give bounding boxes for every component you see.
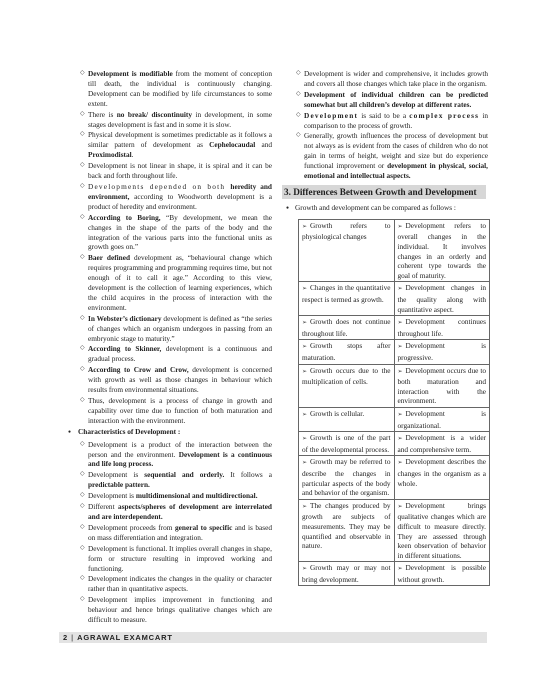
development-cell bbox=[394, 499, 490, 562]
growth-cell bbox=[299, 282, 395, 316]
cell-text: Development describes the changes in the organism as a whole. bbox=[397, 457, 486, 488]
list-item: ◇ Baer defined development as, “behavioural change which requires programming and programming requires time, but not enough of it to call it age.” According to this view, development is the collection of learning experiences, which the child acquires in the process of interaction with the environment. bbox=[80, 253, 272, 312]
arrow-icon: ➢ bbox=[302, 436, 308, 443]
arrow-icon: ➢ bbox=[302, 223, 308, 230]
cell-text: Growth does not continue throughout life. bbox=[302, 317, 391, 338]
growth-cell bbox=[299, 364, 395, 407]
development-cell bbox=[394, 219, 490, 282]
cell-text: Growth stops after maturation. bbox=[302, 341, 391, 362]
cell-text: Development continues throughout life. bbox=[397, 317, 486, 338]
left-bullet-list bbox=[80, 69, 272, 426]
cell-text: Growth is one of the part of the developmental process. bbox=[302, 433, 391, 454]
cell-text: Development is progressive. bbox=[397, 341, 486, 362]
cell-text: Growth refers to physiological changes bbox=[302, 220, 391, 242]
right-bullet-list bbox=[296, 69, 488, 181]
arrow-icon: ➢ bbox=[397, 460, 403, 467]
characteristics-list bbox=[80, 440, 272, 625]
growth-cell bbox=[299, 219, 395, 282]
cell-text: Development is possible without growth. bbox=[397, 563, 486, 584]
development-cell bbox=[394, 364, 490, 407]
arrow-icon: ➢ bbox=[397, 286, 403, 293]
cell-text: Development refers to overall changes in the individual. It involves changes in an orderly and coherent type towards the goal of maturity. bbox=[397, 220, 486, 280]
list-item: ◇ Thus, development is a process of change in growth and capability over time due to function of both maturation and interaction with the environment. bbox=[80, 396, 272, 426]
development-cell bbox=[394, 340, 490, 364]
list-item: ◇ Development indicates the changes in the quality or character rather than in quantitative aspects. bbox=[80, 574, 272, 594]
table-row bbox=[299, 456, 490, 499]
arrow-icon: ➢ bbox=[397, 503, 403, 510]
brand-logo-text: AGRAWAL EXAMCART bbox=[77, 633, 173, 642]
left-column bbox=[80, 69, 272, 626]
arrow-icon: ➢ bbox=[302, 411, 308, 418]
cell-text: Growth is cellular. bbox=[310, 408, 365, 418]
development-cell bbox=[394, 282, 490, 316]
list-item: ◇ Development is modifiable from the moment of conception till death, the individual is continuously changing. Development can be modified by life circumstances to some extent. bbox=[80, 69, 272, 109]
list-item: ◇ Development is not linear in shape, it is spiral and it can be back and forth throughout life. bbox=[80, 161, 272, 181]
page-footer bbox=[59, 632, 487, 643]
arrow-icon: ➢ bbox=[302, 566, 308, 573]
arrow-icon: ➢ bbox=[302, 503, 308, 510]
cell-text: The changes produced by growth are subjects of measurements. They may be quantified and observable in nature. bbox=[302, 500, 391, 551]
arrow-icon: ➢ bbox=[397, 344, 403, 351]
development-cell bbox=[394, 432, 490, 456]
arrow-icon: ➢ bbox=[397, 411, 403, 418]
list-item: ◇ Development is sequential and orderly. It follows a predictable pattern. bbox=[80, 470, 272, 490]
growth-cell bbox=[299, 340, 395, 364]
list-item: ◇ Development of individual children can be predicted somewhat but all children’s develop at different rates. bbox=[296, 90, 488, 110]
table-row bbox=[299, 340, 490, 364]
footer-separator: | bbox=[71, 633, 74, 642]
growth-cell bbox=[299, 456, 395, 499]
arrow-icon: ➢ bbox=[397, 566, 403, 573]
growth-cell bbox=[299, 432, 395, 456]
page-number: 2 bbox=[63, 633, 68, 642]
arrow-icon: ➢ bbox=[397, 368, 403, 375]
list-item: ◇ According to Skinner, development is a continuous and gradual process. bbox=[80, 344, 272, 364]
list-item: ◇ According to Crow and Crow, development is concerned with growth as well as those changes in behaviour which results from environmental situations. bbox=[80, 365, 272, 395]
list-item: ◇ Development is wider and comprehensive, it includes growth and covers all those changes which take place in the organism. bbox=[296, 69, 488, 89]
comparison-table-body bbox=[299, 219, 490, 586]
right-column bbox=[284, 69, 489, 586]
cell-text: Growth occurs due to the multiplication of cells. bbox=[302, 365, 391, 387]
table-row bbox=[299, 219, 490, 282]
cell-text: Development occurs due to both maturation and interaction with the environment. bbox=[397, 365, 486, 406]
development-cell bbox=[394, 407, 490, 431]
cell-text: Growth may be referred to describe the changes in particular aspects of the body and behavior of the organism. bbox=[302, 457, 391, 498]
growth-cell bbox=[299, 407, 395, 431]
list-item: ◇ Development is said to be a complex process in comparison to the process of growth. bbox=[296, 111, 488, 131]
characteristics-heading: ● Characteristics of Development : bbox=[68, 427, 272, 439]
table-row bbox=[299, 316, 490, 340]
section-heading: 3. Differences Between Growth and Development bbox=[282, 185, 486, 199]
cell-text: Development is organizational. bbox=[397, 408, 486, 430]
arrow-icon: ➢ bbox=[397, 223, 403, 230]
comparison-table bbox=[298, 219, 490, 587]
list-item: ◇ Development is multidimensional and multidirectional. bbox=[80, 491, 272, 501]
list-item: ◇ Development is a product of the interaction between the person and the environment. Development is a continuous and life long process. bbox=[80, 440, 272, 470]
arrow-icon: ➢ bbox=[302, 368, 308, 375]
development-cell bbox=[394, 316, 490, 340]
table-row bbox=[299, 407, 490, 431]
arrow-icon: ➢ bbox=[302, 320, 308, 327]
list-item: ◇ There is no break/ discontinuity in development, in some stages development is fast and in some it is slow. bbox=[80, 110, 272, 130]
cell-text: Changes in the quantitative respect is termed as growth. bbox=[302, 283, 391, 305]
cell-text: Development brings qualitative changes which are difficult to measure directly. They are assessed through keen observation of behavior in different situations. bbox=[397, 500, 486, 560]
arrow-icon: ➢ bbox=[302, 344, 308, 351]
list-item: ◇ In Webster’s dictionary development is defined as “the series of changes which an organism undergoes in passing from an embryonic stage to maturity.” bbox=[80, 314, 272, 344]
list-item: ◇ Physical development is sometimes predictable as it follows a similar pattern of development as Cephelocaudal and Proximodistal. bbox=[80, 130, 272, 160]
list-item: ◇ Development proceeds from general to specific and is based on mass differentiation and integration. bbox=[80, 523, 272, 543]
growth-cell bbox=[299, 499, 395, 562]
table-row bbox=[299, 432, 490, 456]
arrow-icon: ➢ bbox=[302, 460, 308, 467]
development-cell bbox=[394, 562, 490, 586]
arrow-icon: ➢ bbox=[397, 436, 403, 443]
table-row bbox=[299, 499, 490, 562]
list-item: ◇ Different aspects/spheres of development are interrelated and are interdependent. bbox=[80, 502, 272, 522]
cell-text: Growth may or may not bring development. bbox=[302, 563, 391, 584]
growth-cell bbox=[299, 316, 395, 340]
arrow-icon: ➢ bbox=[302, 286, 308, 293]
arrow-icon: ➢ bbox=[397, 320, 403, 327]
list-item: ◇ Developments depended on both heredity and environment, according to Woodworth development is a product of heredity and environment. bbox=[80, 182, 272, 212]
growth-cell bbox=[299, 562, 395, 586]
development-cell bbox=[394, 456, 490, 499]
table-row bbox=[299, 282, 490, 316]
section-intro: ● Growth and development can be compared as follows : bbox=[286, 203, 488, 215]
list-item: ◇ Development is functional. It implies overall changes in shape, form or structure resulting in improved working and functioning. bbox=[80, 544, 272, 574]
list-item: ◇ According to Boring, “By development, we mean the changes in the shape of the parts of the body and the integration of the various parts into the functional units as growth goes on.” bbox=[80, 213, 272, 253]
table-row bbox=[299, 562, 490, 586]
list-item: ◇ Generally, growth influences the process of development but not always as is evident from the cases of children who do not gain in terms of height, weight and size but do experience functional improvement or development in physical, social, emotional and intellectual aspects. bbox=[296, 131, 488, 181]
cell-text: Development changes in the quality along with quantitative aspect. bbox=[397, 283, 486, 314]
table-row bbox=[299, 364, 490, 407]
list-item: ◇ Development implies improvement in functioning and behaviour and hence brings qualitative changes which are difficult to measure. bbox=[80, 595, 272, 625]
cell-text: Development is a wider and comprehensive term. bbox=[397, 433, 486, 454]
